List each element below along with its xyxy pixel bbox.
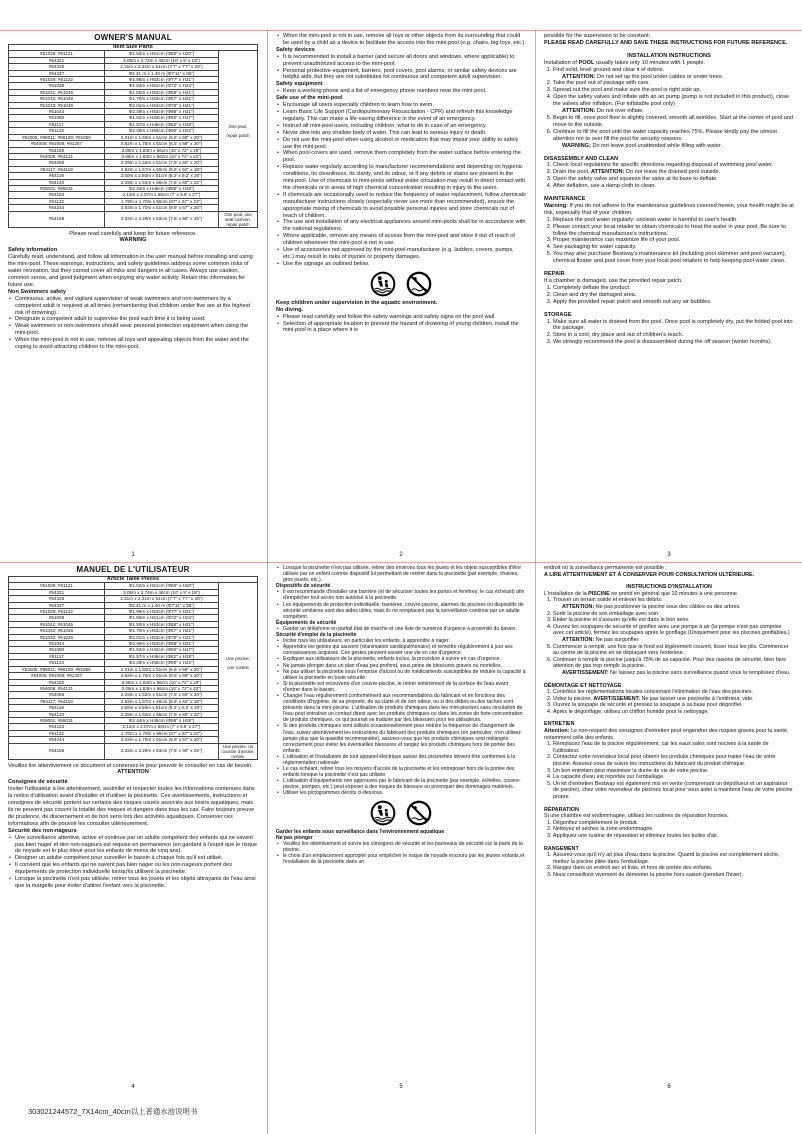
safety-equipment-heading: Safety equipment	[276, 81, 323, 88]
list-item: 4. La capacité d'eau est reportée sur l'emballage.	[553, 774, 794, 781]
list-item: • Where applicable, remove any means of access from the mini-pool and store it out of reach of children whenever the mini-pool is not in use.	[283, 233, 526, 247]
size-cell: 2.32m x 2.29m x 63cm (7.6' x 90" x 25")	[104, 211, 218, 227]
list-item: • Use the signage as outlined below.	[283, 261, 526, 268]
size-cell: 3.05m x 2.74m x 46cm (10' x 9' x 18")	[104, 57, 218, 63]
parts-note-cell	[219, 51, 258, 211]
size-cell: Φ2.41 m x 1.40 m (Φ7'11" x 55")	[104, 70, 218, 76]
list-item: 2. Store in a cool, dry place and out of children's reach.	[553, 332, 794, 339]
size-cell: Φ2.44m x H46cm (Φ96" x H18")	[104, 717, 218, 723]
size-cell: 2.13m x 2.07m x 69cm (7' x 6.8' x 27")	[104, 192, 218, 198]
size-cell: 2.31m x 2.31m x 51cm (7'7" x 7'7" x 20")	[104, 64, 218, 70]
parts-note-line: Une piscine,	[225, 655, 251, 661]
list-item: • Changer l'eau régulièrement conformément aux recommandations du fabricant et en fonctions des conditions d'hygiène, de sa propreté, de sa clarté et de son odeur, ou si des débris ou des taches sont présents dans la mini-piscine. L'utilisation de produits chimiques dans les mini-piscines sans circulation de l'eau peut entraîner un contact direct avec les produits chimiques ou dans les zones de forte concentration de produits chimiques, ce qui pourrait se traduire par des blessures pour les utilisateurs.	[283, 693, 526, 723]
size-cell: 2.29m x 1.52m x 51cm (7.5' x 60" x 20")	[104, 160, 218, 166]
item-number-cell: #51117	[9, 653, 105, 659]
page-5-securite	[268, 562, 534, 1094]
list-item: 1. Contrôlez les réglementations locales concernant l'élimination de l'eau des piscines.	[553, 689, 794, 696]
parts-note-cell	[219, 583, 258, 743]
item-number-cell: #54005; #98011; #96109; #91056	[9, 134, 105, 140]
installation-intro: L'installation de la PISCINE ne prend en général que 10 minutes à une personne.	[544, 590, 739, 597]
warning-heading: WARNING	[119, 237, 147, 244]
list-item: • Si la piscinette est recouverte d'un couvre-piscine, le retirer entièrement de la surface de l'eau avant d'entrer dans le bassin.	[283, 681, 526, 693]
table-row	[9, 211, 258, 227]
table-row	[9, 743, 258, 759]
size-cell: Φ1.52m x H43cm (Φ60" x H17")	[104, 115, 218, 121]
item-number-cell: #51043; #51046	[9, 102, 105, 108]
disassembly-steps	[544, 162, 794, 190]
list-item: • Si des produits chimiques sont utilisés occasionnellement pour réduire la fréquence de changement de l'eau, suivez attentivement les instructions du fabricant des produits chimiques (en particulier, n'en utilisez jamais plus que la quantité recommandée), assurez-vous que les produits chimiques sont mélangés correctement pour éviter les éventuelles blessures et rangez les produits chimiques hors de portée des enfants.	[283, 723, 526, 753]
size-cell: Φ2.49m x H53cm (Φ98" x H21")	[104, 109, 218, 115]
size-cell: 2.01m x 1.50m x 51cm (6.6' x 59" x 20")	[104, 134, 218, 140]
page-3-instructions	[536, 30, 802, 562]
size-cell: Φ2.29m x H56cm (Φ90" x H22")	[104, 128, 218, 134]
repair-intro: Si une chambre est endommagée, utilisez les rustines de réparation fournies.	[544, 813, 729, 820]
list-item: 3. We strongly recommend the pool is disassembled during the off season (winter months).	[553, 339, 794, 346]
size-cell: 3.05m x 1.83m x 56cm (10' x 72" x 18")	[104, 147, 218, 153]
parts-table	[8, 44, 258, 228]
keep-children-caption: Garder les enfants sous surveillance dans l'environnement aquatique	[276, 828, 445, 835]
list-item: 4. After deflation, use a damp cloth to clean.	[553, 183, 794, 190]
list-item: • Keep a working phone and a list of emergency phone numbers near the mini-pool.	[283, 88, 526, 95]
maintenance-heading: MAINTENANCE	[544, 196, 586, 203]
maintenance-warning: Attention: Le non-respect des consignes d'entretien peut engendrer des risques graves pour la santé, notamment celle des enfants.	[544, 728, 789, 741]
size-cell: Φ1.83m x H61cm (Φ72" x H24")	[104, 83, 218, 89]
list-item: 4. Après le dégonflage, utilisez un chiffon humide pour le nettoyage.	[553, 709, 794, 716]
list-item: 1. Assurez-vous qu'il n'y ait plus d'eau dans la piscine. Quand la piscine est complètement sèche, mettez la piscine pliée dans l'emballage.	[553, 852, 794, 865]
child-supervision-sign-icon	[370, 271, 396, 297]
item-number-cell: #54158	[9, 211, 105, 227]
size-cell: Φ2.49m x H53cm (Φ98" x H21")	[104, 641, 218, 647]
item-number-cell: #54006; #91008; #91207	[9, 141, 105, 147]
safety-devices-heading: Safety devices	[276, 46, 315, 53]
item-number-cell: #54321	[9, 57, 105, 63]
item-number-cell: #51041; #51045	[9, 621, 105, 627]
item-number-cell: #54119	[9, 173, 105, 179]
list-item: • Le cas échéant, retirer tous les moyens d'accès de la piscinette et les entreposer hors de la portée des enfants lorsque la piscinette n'est pas utilisée.	[283, 766, 526, 778]
page-number: 2	[399, 552, 403, 558]
no-diving-caption: No diving.	[276, 306, 304, 313]
safety-info-text: Carefully read, understand, and follow all information in the user manual before installing and using the mini-pool. These warnings, instructions, and safety guidelines address some common risks of water recreation, but they cannot cover all risks and dangers in all cases. Always use caution, common sense, and good judgment when enjoying any water activity. Retain this information for future use.	[8, 254, 253, 288]
item-number-cell: #54117; #54118	[9, 698, 105, 704]
parts-note-cell: Une piscine, un coussin d'assise, rustine	[219, 743, 258, 759]
disassembly-heading: DISASSEMBLY AND CLEAN	[544, 155, 619, 162]
list-item: 3. Apply the provided repair patch and smooth out any air bubbles.	[553, 299, 794, 306]
item-number-cell: #51044	[9, 641, 105, 647]
item-number-cell: #54244	[9, 737, 105, 743]
list-item: • Garder un téléphone en parfait état de marche et une liste de numéros d'urgence à proximité du bassin.	[283, 626, 526, 632]
size-cell: Φ1.70m x H53cm (Φ67" x H21")	[104, 96, 218, 102]
item-number-cell: #54066	[9, 160, 105, 166]
size-cell: 3.05m x 1.83m x 56cm (10' x 72" x 22")	[104, 685, 218, 691]
list-item: 2. Take the pool out of package with care.	[553, 80, 794, 87]
item-number-cell: #51038	[9, 615, 105, 621]
safe-use-heading: Safe use of the mini-pool	[276, 95, 343, 102]
list-item: • le choix d'un emplacement approprié pour empêcher le risque de noyade encouru par les jeunes enfants,et l'installation de la piscinette dans un	[283, 853, 526, 865]
list-item: • Une surveillance attentive, active et continue par un adulte compétent des enfants qui ne savent pas bien nager et des non-nageurs est requise en permanence (en gardant à l'esprit que le risque de noyade est le plus élevé pour les enfants de moins de cinq ans).	[15, 835, 258, 856]
size-cell: 3.02m x 1.70m x 51cm (9.9' x 67" x 20")	[104, 205, 218, 211]
item-number-cell: #54321	[9, 589, 105, 595]
item-number-cell: #51132	[9, 198, 105, 204]
keep-note: Veuillez lire attentivement ce document et conservez-le pour pouvoir le consulter en cas de besoin.	[8, 762, 253, 769]
item-number-cell: #54337	[9, 602, 105, 608]
parts-note-line: repair patch	[226, 132, 250, 138]
item-number-cell: #54120	[9, 711, 105, 717]
size-cell: 2.62m x 1.75m x 51cm (8.5' x 69" x 20")	[104, 673, 218, 679]
list-item: • Les équipements de protection individuelle, barrières, couvre-piscine, alarmes de piscines ou dispositifs de sécurité similaires sont des aides utiles, mais ils ne remplacent pas la surveillance continue par un adulte compétent.	[283, 602, 526, 620]
size-cell: 2.50m x 2.50m x 51cm (8.2' x 8.2' x 20")	[104, 705, 218, 711]
table-row	[9, 51, 258, 57]
item-number-cell: #54244	[9, 205, 105, 211]
continued-text: possible for the supervision to be constant;	[544, 33, 651, 39]
item-number-cell: #51029; #51122	[9, 77, 105, 83]
list-item: • When the mini-pool is not in use, remove all toys or other objects from its surrounding that could be used by a child as a device to facilitate the access into the mini-pool (e.g. chairs, big toys, etc.).	[283, 33, 526, 47]
table-header: Item Size Parts	[9, 45, 258, 51]
no-diving-sign-icon	[406, 271, 432, 297]
parts-table	[8, 576, 258, 760]
size-cell: Φ1.52m x H43cm (Φ60" x H17")	[104, 647, 218, 653]
item-number-cell: #51029; #51122	[9, 609, 105, 615]
size-cell: 2.31m x 2.31m x 51cm (7'7" x 7'7" x 20")	[104, 596, 218, 602]
item-number-cell: #54120	[9, 179, 105, 185]
page-number: 1	[131, 552, 135, 558]
size-cell: 2.01m x 1.50m x 51cm (6.6' x 59" x 20")	[104, 666, 218, 672]
item-number-cell: #54006; #91008; #91207	[9, 673, 105, 679]
item-number-cell: #51080	[9, 115, 105, 121]
list-item: • Personal protective equipment, barriers, pool covers, pool alarms, or similar safety devices are helpful aids, but they are not substitutes for continuous and competent adult supervision.	[283, 68, 526, 82]
list-item: 1. Make sure all water is drained from the pool. Once pool is completely dry, put the folded pool into the package.	[553, 319, 794, 333]
item-number-cell: #54158	[9, 743, 105, 759]
disassembly-heading: DÉMONTAGE ET NETTOYAGE	[544, 682, 622, 689]
list-item: 2. Contactez votre revendeur local pour obtenir les produits chimiques pour traiter l'eau de votre piscine. Assurez-vous de suivre les instructions du fabricant du produit chimique.	[553, 754, 794, 767]
list-item: • L'utilisation d'équipements non approuvés par le fabricant de la piscinette (par exemple, échelles, couvre-piscine, pompes, etc.) peut exposer à des risques de blessure ou provoquer des dommages matériels.	[283, 778, 526, 790]
list-item: 2. Drain the pool. ATTENTION: Do not leave the drained pool outside.	[553, 169, 794, 176]
item-number-cell: #51042; #51048	[9, 96, 105, 102]
item-number-cell: #54150	[9, 147, 105, 153]
item-number-cell: #55001; #55031	[9, 185, 105, 191]
page-number: 4	[131, 1084, 135, 1090]
list-item: 2. Sortir la piscine de son emballage avec soin.	[553, 611, 794, 618]
list-item: 1. Completely deflate the product.	[553, 285, 794, 292]
list-item: 3. Un bon entretien peut maximiser la durée de vie de votre piscine.	[553, 768, 794, 775]
item-number-cell: #51123	[9, 128, 105, 134]
list-item: • Utiliser les pictogrammes décrits ci-dessous.	[283, 790, 526, 796]
page-1-owners-manual	[0, 30, 266, 562]
child-supervision-sign-icon	[370, 800, 396, 826]
list-item: • Ne jamais plonger dans un plan d'eau peu profond, sous peine de blessures graves ou mortelles.	[283, 663, 526, 669]
table-row	[9, 583, 258, 589]
list-item: 1. Check local regulations for specific directions regarding disposal of swimming pool water.	[553, 162, 794, 169]
list-item: 3. Étaler la piscine et s'assurer qu'elle est dans le bon sens.	[553, 617, 794, 624]
list-item: 3. Open the safety valve and squeeze the valve at its base to deflate.	[553, 176, 794, 183]
size-cell: 2.32m x 2.29m x 63cm (7.6' x 90" x 25")	[104, 743, 218, 759]
size-cell: Φ2.01m x H53cm (Φ79" x H21")	[104, 102, 218, 108]
size-cell: Φ1.57m x H46cm (Φ62" x H18")	[104, 121, 218, 127]
list-item: • Inciter tous les utilisateurs, en particulier les enfants, à apprendre à nager.	[283, 638, 526, 644]
disassembly-steps	[544, 689, 794, 715]
item-number-cell: #54117; #54118	[9, 166, 105, 172]
item-number-cell: #54336	[9, 596, 105, 602]
item-number-cell: #51028; #51121	[9, 51, 105, 57]
list-item: • If chemicals are occasionally used to reduce the frequency of water replacement, follow chemicals manufacturer instructions closely (especially never use more than recommended), ensure the appropriate mixing of chemicals to avoid possible personal injuries and store chemicals out of reach of children.	[283, 192, 526, 220]
no-diving-caption: Ne pas plonger	[276, 834, 313, 841]
safe-use-heading: Sécurité d'emploi de la piscinette	[276, 632, 357, 639]
page-6-instructions	[536, 562, 802, 1094]
item-number-cell: #51038	[9, 83, 105, 89]
list-item: 2. Rangez dans un endroit sec et frais, et hors de portée des enfants.	[553, 865, 794, 872]
no-diving-sign-icon	[406, 800, 432, 826]
item-number-cell: #54337	[9, 70, 105, 76]
list-item: 3. Spread out the pool and make sure the pool is right side up.	[553, 87, 794, 94]
size-cell: Φ1.50m x H53cm (Φ59" x H21")	[104, 89, 218, 95]
installation-steps	[544, 597, 794, 676]
size-cell: 2.62m x 1.57m x 46cm (8.6' x 62" x 18")	[104, 166, 218, 172]
maintenance-warning: Warning: If you do not adhere to the maintenance guidelines covered herein, your health might be at risk, especially that of your children.	[544, 202, 794, 216]
parts-note-cell: One pool, one seat cushion, repair patch	[219, 211, 258, 227]
list-item: • Never dive into any shallow body of water. This can lead to serious injury or death.	[283, 130, 526, 137]
list-item: • Désigner un adulte compétent pour surveiller le bassin à chaque fois qu'il est utilisé.	[15, 855, 258, 862]
list-item: 6. Continuer à remplir la piscine jusqu'à 75% de sa capacité. Pour des raisons de sécurité, bien faire attention de pas trop remplir la piscine. AVERTISSEMENT: Ne laissez pas la piscine sans surveillance quand vous la remplissez d'eau.	[553, 657, 794, 677]
list-item: • Apprendre les gestes qui sauvent (réanimation cardiopulmonaire) et remettre régulièrement à jour ses connaissances acquises. Ces gestes peuvent sauver une vie en cas d'urgence.	[283, 644, 526, 656]
list-item: • When the mini-pool is not in use, remove all toys and appealing objects from the water and the coping to avoid attracting children to the mini-pool.	[15, 337, 258, 351]
item-number-cell: #51041; #51045	[9, 89, 105, 95]
installation-heading: INSTRUCTIONS D'INSTALLATION	[626, 584, 712, 591]
print-spec-footer: 303021244572_7X14cm_40cm以上普通水池说明书	[28, 1107, 198, 1116]
size-cell: Φ1.70m x H53cm (Φ67" x H21")	[104, 628, 218, 634]
list-item: • Encourage all users especially children to learn how to swim.	[283, 102, 526, 109]
size-cell: 3.02m x 1.70m x 51cm (9.9' x 67" x 20")	[104, 737, 218, 743]
list-item: 2. Nettoyez et séchez la zone endommagée.	[553, 826, 794, 833]
size-cell: Φ1.96m x H53cm (Φ77" x H21")	[104, 77, 218, 83]
size-cell: Φ1.96m x H53cm (Φ77" x H21")	[104, 609, 218, 615]
list-item: • Expliquer aux utilisateurs de la piscinette, enfants inclus, la procédure à suivre en cas d'urgence.	[283, 656, 526, 662]
size-cell: 2.29m x 1.52m x 51cm (7.5' x 60" x 20")	[104, 692, 218, 698]
size-cell: Φ1.57m x H46cm (Φ62" x H18")	[104, 653, 218, 659]
list-item: 4. Open the safety valves and inflate with an air pump (pump is not included in this product), close the valves after inflation. (For inflatable pool only) ATTENTION: Do not over inflate.	[553, 94, 794, 115]
list-item: • Please read carefully and follow the safety warnings and safety signs on the pool wall.	[283, 314, 526, 321]
list-item: 5. You may also purchase Bestway's maintenance kit (including pool skimmer and pool vacuum), chemical floater and pool cover from your local pool retailers to help keeping pool water clean.	[553, 251, 794, 265]
item-number-cell: #54005; #98011; #96109; #91056	[9, 666, 105, 672]
size-cell: Φ1.50m x H53cm (Φ59" x H21")	[104, 621, 218, 627]
page-title: MANUEL DE L'UTILISATEUR	[76, 565, 190, 574]
list-item: • Do not use the mini-pool when using alcohol or medication that may impair your ability to safely use the mini-pool.	[283, 137, 526, 151]
item-number-cell: #54009; #54121	[9, 685, 105, 691]
continued-text: endroit où la surveillance permanente est possible ;	[544, 565, 667, 571]
size-cell: 3.05m x 1.83m x 56cm (10' x 72" x 22")	[104, 153, 218, 159]
list-item: • Ne pas utiliser la piscinette sous l'emprise d'alcool ou de médicaments susceptibles de réduire la capacité à utiliser la piscinette en toute sécurité.	[283, 669, 526, 681]
repair-intro: If a chamber is damaged, use the provided repair patch.	[544, 278, 683, 284]
installation-heading: INSTALLATION INSTRUCTIONS	[627, 52, 711, 59]
list-item: 3. Proper maintenance can maximize life of your pool.	[553, 237, 794, 244]
list-item: 2. Clean and dry the damaged area.	[553, 292, 794, 299]
safety-devices-heading: Dispositifs de sécurité	[276, 583, 331, 590]
safety-info-text: Inviter l'utilisateur à lire attentivement, assimiler et respecter toutes les informations contenues dans la notice d'utilisation avant d'installer et d'utiliser la piscinette. Ces avertissements, instructions et consignes de sécurité portent sur certains des risques usuels associés aux loisirs aquatiques, mais ils ne peuvent pas couvrir la totalité des risques et dangers dans tous les cas. Faire toujours preuve de prudence, de discernement et de bon sens lors des activités aquatiques. Conserver ces informations afin de pouvoir les consulter ultérieurement.	[8, 786, 255, 827]
size-cell: Φ2.29m x H56cm (Φ90" x H22")	[104, 660, 218, 666]
size-cell: 2.50m x 2.50m x 51cm (8.2' x 8.2' x 20")	[104, 173, 218, 179]
size-cell: Φ2.41 m x 1.40 m (Φ7'11" x 55")	[104, 602, 218, 608]
keep-note: Please read carefully and keep for future reference.	[69, 230, 197, 237]
size-cell: 1.70m x 1.70m x 56cm (67" x 67" x 22")	[104, 730, 218, 736]
page-4-manuel-utilisateur	[0, 562, 266, 1094]
list-item: 3. Ouvrez la soupape de sécurité et pressez la soupape à sa base pour dégonfler.	[553, 702, 794, 709]
item-number-cell: #51043; #51046	[9, 634, 105, 640]
item-number-cell: #51044	[9, 109, 105, 115]
size-cell: Φ2.44m x H46cm (Φ96" x H18")	[104, 185, 218, 191]
size-cell: 2.62m x 1.75m x 51cm (8.5' x 69" x 20")	[104, 141, 218, 147]
repair-heading: REPAIR	[544, 271, 565, 278]
list-item: 1. Replace the pool water regularly; unclean water is harmful to user's health.	[553, 217, 794, 224]
parts-note-line: One pool,	[228, 123, 248, 129]
item-number-cell: #51080	[9, 647, 105, 653]
safety-equipment-heading: Équipements de sécurité	[276, 619, 337, 626]
list-item: • Continuous, active, and vigilant supervision of weak swimmers and non-swimmers by a competent adult is required at all times (remembering that children under five are at the highest risk of drowning).	[15, 296, 258, 317]
item-number-cell: #54150	[9, 679, 105, 685]
list-item: • Lorsque la piscinette n'est pas utilisée, retirer tous les jouets et les objets attrayants de l'eau ainsi que la margelle pour éviter d'attirer l'enfant vers la piscinette.	[15, 876, 258, 890]
read-carefully-caps: PLEASE READ CAREFULLY AND SAVE THESE INSTRUCTIONS FOR FUTURE REFERENCE.	[544, 39, 788, 46]
size-cell: 2.13m x 2.07m x 69cm (7' x 6.8' x 27")	[104, 724, 218, 730]
list-item: • Designate a competent adult to supervise the pool each time it is being used.	[15, 316, 258, 323]
item-number-cell: #51123	[9, 660, 105, 666]
list-item: • It is recommended to install a barrier (and secure all doors and windows, where applicable) to prevent unauthorized access to the mini-pool.	[283, 54, 526, 68]
size-cell: 1.70m x 1.70m x 56cm (67" x 67" x 22")	[104, 198, 218, 204]
maintenance-heading: ENTRETIEN	[544, 721, 575, 728]
repair-heading: RÉPARATION	[544, 806, 579, 813]
item-number-cell: #54009; #54121	[9, 153, 105, 159]
installation-intro: Installation of POOL usually takes only 10 minutes with 1 people.	[544, 59, 706, 66]
list-item: • Il convient que les enfants qui ne savent pas bien nager ou les non-nageurs portent des équipements de protection individuelle lorsqu'ils utilisent la piscinette.	[15, 862, 258, 876]
list-item: • Weak swimmers or non-swimmers should wear personal protection equipment when using the mini-pool.	[15, 323, 258, 337]
list-item: 3. Nous conseillons vivement de démonter la piscine hors saison (pendant l'hiver).	[553, 872, 794, 879]
list-item: 6. Continue to fill the pool until the water capacity reaches 75%. Please kindly pay the utmost attention not to over fill the pool for security reasons. WARNING: Do not leave pool unattended while filling with water.	[553, 129, 794, 150]
item-number-cell: #51117	[9, 121, 105, 127]
item-number-cell: #51042; #51048	[9, 628, 105, 634]
list-item: 4. Ouvrez les soupapes de sécurité et gonflez avec une pompe à air (la pompe n'est pas comprise avec cet article), fermez les soupapes après le gonflage.(Uniquement pour les piscines gonflables.) ATTENTION: Ne pas surgonfler.	[553, 624, 794, 644]
read-carefully-caps: A LIRE ATTENTIVEMENT ET À CONSERVER POUR CONSULTATION ULTÉRIEURE.	[544, 571, 755, 578]
list-item: 5. Begin to fill, once pool floor is slightly covered, smooth all wrinkles. Start at the center of pool and move to the outside.	[553, 115, 794, 129]
list-item: • Selection of appropriate location to prevent the hazard of drowning of young children, install the mini-pool in a place where it is	[283, 321, 526, 335]
non-swimmers-heading: Non Swimmers safety	[8, 288, 67, 295]
storage-heading: STORAGE	[544, 311, 572, 318]
page-number: 5	[399, 1084, 403, 1090]
size-cell: 2.62m x 1.57m x 46cm (8.6' x 62" x 18")	[104, 698, 218, 704]
list-item: 1. Trouver un terrain solide et enlever les débris. ATTENTION: Ne pas positionner la piscine sous des câbles ou des arbres.	[553, 597, 794, 610]
non-swimmers-heading: Sécurité des non-nageurs	[8, 827, 77, 834]
page-number: 3	[667, 552, 671, 558]
size-cell: 3.05m x 1.83m x 56cm (10' x 72" x 18")	[104, 679, 218, 685]
safety-info-heading: Safety information	[8, 247, 58, 254]
item-number-cell: #55001; #55031	[9, 717, 105, 723]
size-cell: Φ1.52m x H51cm (Φ60" x H20")	[104, 51, 218, 57]
list-item: • Il est recommandé d'installer une barrière (et de sécuriser toutes les portes et fenêtres, le cas échéant) afin d'empêcher tout accès non autorisé à la piscinette.	[283, 589, 526, 601]
size-cell: Φ1.83m x H61cm (Φ72" x H24")	[104, 615, 218, 621]
list-item: • Lorsque la piscinette n'est pas utilisée, retirer des environs tous les jouets et les objets susceptibles d'être utilisés par un enfant comme dispositif lui permettant de rentrer dans la piscinette (par exemple, chaises, gros jouets, etc.).	[283, 565, 526, 583]
item-number-cell: #54153	[9, 192, 105, 198]
list-item: 2. Videz la piscine. AVERTISSEMENT: Ne pas laisser une piscinette à l'extérieur, vide.	[553, 696, 794, 703]
storage-heading: RANGEMENT	[544, 845, 579, 852]
list-item: 5. Un kit d'entretien Bestway est également mis en vente (comprenant un dépollueur et un aspirateur de piscine), chez votre revendeur de piscines local pour vous aider à maintenir l'eau de votre piscine propre.	[553, 781, 794, 801]
page-2-safety	[268, 30, 534, 562]
safety-info-heading: Consignes de sécurité	[8, 779, 68, 786]
item-number-cell: #54336	[9, 64, 105, 70]
list-item: • L'utilisation et l'installation de tout appareil électrique autour des piscinettes doivent être conformes à la réglementation nationale	[283, 754, 526, 766]
list-item: 1. Remplacez l'eau de la piscine régulièrement, car les eaux sales sont nocives à la santé de l'utilisateur.	[553, 741, 794, 754]
installation-steps	[544, 67, 794, 150]
item-number-cell: #54153	[9, 724, 105, 730]
size-cell: Φ2.01m x H53cm (Φ79" x H21")	[104, 634, 218, 640]
page-number: 6	[667, 1084, 671, 1090]
size-cell: 2.29m x 1.52m x 56cm (7.5' x 60" x 22")	[104, 711, 218, 717]
item-number-cell: #54119	[9, 705, 105, 711]
list-item: • Use of accessories not approved by the mini-pool manufacturer (e.g. ladders, covers, pumps, etc.) may result in risks of injuries or property damages.	[283, 247, 526, 261]
list-item: • Learn Basic Life Support (Cardiopulmonary Resuscitation - CPR) and refresh this knowledge regularly. This can make a life-saving difference in the event of an emergency.	[283, 109, 526, 123]
keep-children-caption: Keep children under supervision in the aquatic environment.	[276, 299, 438, 306]
list-item: 4. See packaging for water capacity.	[553, 244, 794, 251]
list-item: 5. Commencer à remplir, une fois que le fond est légèrement couvert, lisser tous les plis. Commencer au centre de la piscine en se déplaçant vers l'extérieur.	[553, 644, 794, 657]
list-item: • The use and installation of any electrical appliances around mini-pools shall be in accordance with the national regulations.	[283, 219, 526, 233]
list-item: • Veuillez lire attentivement et suivre les consignes de sécurité et les panneaux de sécurité sur la paroi de la piscine.	[283, 841, 526, 853]
page-title: OWNER'S MANUAL	[94, 33, 172, 42]
item-number-cell: #54066	[9, 692, 105, 698]
list-item: • Replace water regularly according to manufacturer recommendations and depending on hygienic conditions, its cleanliness, its clarity, and its odour, or if any debris or stains are present in the mini-pool. Use of chemicals in mini-pools without water circulation may result in direct contact with the chemicals or in areas of high chemical concentration resulting in injury to the users.	[283, 164, 526, 192]
list-item: • Instruct all mini-pool users, including children, what to do in case of an emergency.	[283, 123, 526, 130]
size-cell: 3.05m x 2.74m x 46cm (10' x 9' x 18")	[104, 589, 218, 595]
list-item: 3. Appliquez une rustine de réparation et éliminez toutes les bulles d'air.	[553, 833, 794, 840]
size-cell: Φ1.52m x H51cm (Φ60" x H20")	[104, 583, 218, 589]
warning-heading: ATTENTION	[117, 769, 149, 776]
list-item: 1. Find solid, level ground and clear it of debris. ATTENTION: Do not set up the pool under cables or under trees.	[553, 67, 794, 81]
item-number-cell: #51028; #51121	[9, 583, 105, 589]
parts-note-line: une rustine	[227, 664, 249, 670]
table-header: Article Taille Pièces	[9, 577, 258, 583]
item-number-cell: #51132	[9, 730, 105, 736]
size-cell: 2.29m x 1.52m x 56cm (7.5' x 60" x 22")	[104, 179, 218, 185]
list-item: 1. Dégonflez complètement le produit.	[553, 820, 794, 827]
list-item: 2. Please contact your local retailer to obtain chemicals to treat the water in your pool. Be sure to follow the chemical manufacture's instructions.	[553, 224, 794, 238]
list-item: • When pool covers are used, remove them completely from the water surface before entering the pool.	[283, 150, 526, 164]
